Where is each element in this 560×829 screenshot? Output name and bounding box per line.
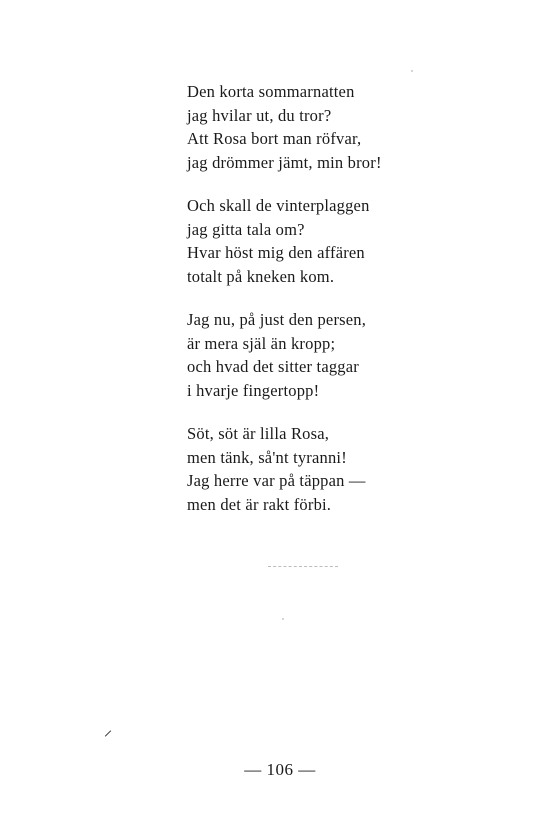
poem-line: Jag nu, på just den persen, bbox=[187, 310, 367, 329]
section-divider bbox=[268, 566, 338, 567]
stanza-1 bbox=[187, 80, 427, 174]
poem-line: jag gitta tala om? bbox=[187, 219, 305, 239]
poem-line: är mera själ än kropp; bbox=[187, 333, 336, 353]
poem-line: Och skall de vinterplaggen bbox=[187, 196, 370, 215]
paper-speck bbox=[411, 70, 413, 72]
poem-line: totalt på kneken kom. bbox=[187, 266, 335, 286]
poem-line: Den korta sommarnatten bbox=[187, 82, 355, 101]
poem-line: men det är rakt förbi. bbox=[187, 494, 332, 514]
poem-line: Jag herre var på täppan — bbox=[187, 471, 366, 490]
stanza-4 bbox=[187, 422, 427, 516]
poem-line: Att Rosa bort man röfvar, bbox=[187, 129, 362, 148]
paper-speck bbox=[282, 618, 284, 620]
poem-line: Söt, söt är lilla Rosa, bbox=[187, 424, 330, 443]
poem-line: Hvar höst mig den affären bbox=[187, 243, 365, 262]
poem bbox=[187, 80, 427, 536]
page-number: — 106 — bbox=[244, 760, 316, 779]
pencil-mark bbox=[105, 730, 111, 736]
poem-line: men tänk, så'nt tyranni! bbox=[187, 447, 347, 467]
poem-line: jag hvilar ut, du tror? bbox=[187, 105, 332, 125]
stanza-2 bbox=[187, 194, 427, 288]
poem-line: jag drömmer jämt, min bror! bbox=[187, 152, 382, 172]
stanza-3 bbox=[187, 308, 427, 402]
poem-line: och hvad det sitter taggar bbox=[187, 357, 359, 376]
poem-line: i hvarje fingertopp! bbox=[187, 380, 320, 400]
